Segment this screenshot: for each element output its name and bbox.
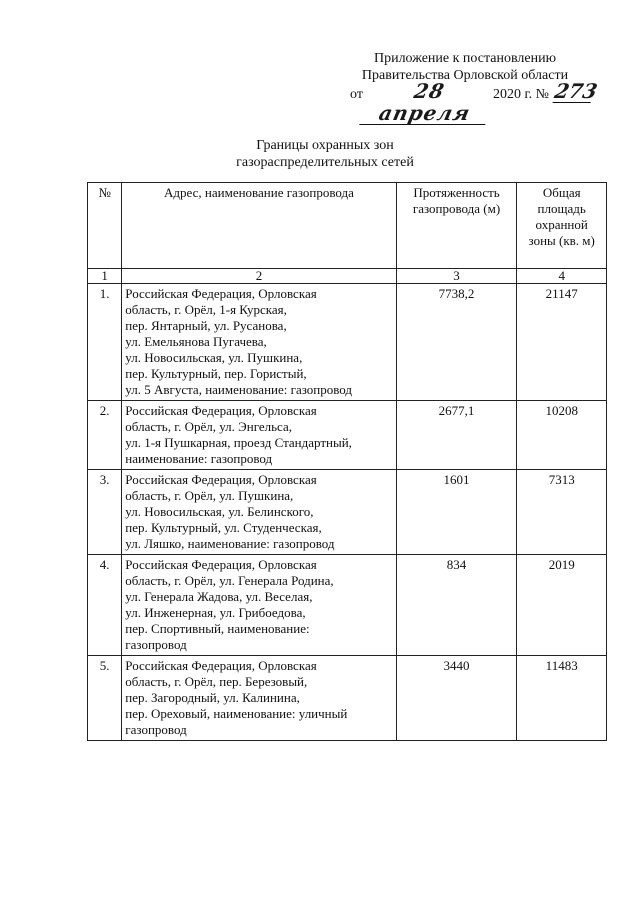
table-row [88, 401, 607, 470]
column-number: 3 [396, 269, 517, 284]
row-area: 10208 [517, 401, 607, 470]
row-area: 7313 [517, 470, 607, 555]
row-number: 1. [88, 284, 122, 401]
row-length: 3440 [396, 656, 517, 741]
appendix-line-2: Правительства Орловской области [361, 68, 569, 83]
row-number: 4. [88, 555, 122, 656]
row-address: Российская Федерация, Орловская область, г. Орёл, ул. Энгельса, ул. 1-я Пушкарная, проезд Стандартный, наименование: газопровод [122, 401, 396, 470]
row-address: Российская Федерация, Орловская область, г. Орёл, ул. Генерала Родина, ул. Генерала Жадова, ул. Веселая, ул. Инженерная, ул. Грибоедова, пер. Спортивный, наименование: газопровод [122, 555, 396, 656]
table-row [88, 555, 607, 656]
row-number: 3. [88, 470, 122, 555]
protection-zones-table [87, 182, 607, 741]
row-length: 2677,1 [396, 401, 517, 470]
column-number: 4 [517, 269, 607, 284]
row-area: 2019 [517, 555, 607, 656]
row-area: 11483 [517, 656, 607, 741]
column-number: 2 [122, 269, 396, 284]
appendix-line-1: Приложение к постановлению [373, 51, 557, 66]
column-number-row [88, 269, 607, 284]
decree-year: 2020 г. № [493, 87, 550, 102]
row-address: Российская Федерация, Орловская область, г. Орёл, пер. Березовый, пер. Загородный, ул. Калинина, пер. Ореховый, наименование: уличный газопровод [122, 656, 396, 741]
table-row [88, 470, 607, 555]
table-header-row [88, 183, 607, 269]
row-number: 5. [88, 656, 122, 741]
column-number: 1 [88, 269, 122, 284]
decree-prefix: от [350, 87, 363, 102]
row-length: 1601 [396, 470, 517, 555]
table-row [88, 284, 607, 401]
decree-date-line [350, 79, 610, 125]
header-area: Общая площадь охранной зоны (кв. м) [517, 183, 607, 269]
row-number: 2. [88, 401, 122, 470]
header-no: № [88, 183, 122, 269]
row-address: Российская Федерация, Орловская область, г. Орёл, ул. Пушкина, ул. Новосильская, ул. Белинского, пер. Культурный, ул. Студенческая, ул. Ляшко, наименование: газопровод [122, 470, 396, 555]
header-address: Адрес, наименование газопровода [122, 183, 396, 269]
document-title [200, 137, 450, 171]
handwritten-number: 273 [552, 79, 600, 103]
handwritten-date: 28 апреля [359, 80, 495, 125]
row-length: 7738,2 [396, 284, 517, 401]
title-line-1: Границы охранных зон [256, 138, 394, 153]
row-address: Российская Федерация, Орловская область, г. Орёл, 1-я Курская, пер. Янтарный, ул. Русанова, ул. Емельянова Пугачева, ул. Новосильская, ул. Пушкина, пер. Культурный, пер. Гористый, ул. 5 Августа, наименование: газопровод [122, 284, 396, 401]
row-length: 834 [396, 555, 517, 656]
row-area: 21147 [517, 284, 607, 401]
header-length: Протяженность газопровода (м) [396, 183, 517, 269]
table-row [88, 656, 607, 741]
title-line-2: газораспределительных сетей [236, 155, 414, 170]
